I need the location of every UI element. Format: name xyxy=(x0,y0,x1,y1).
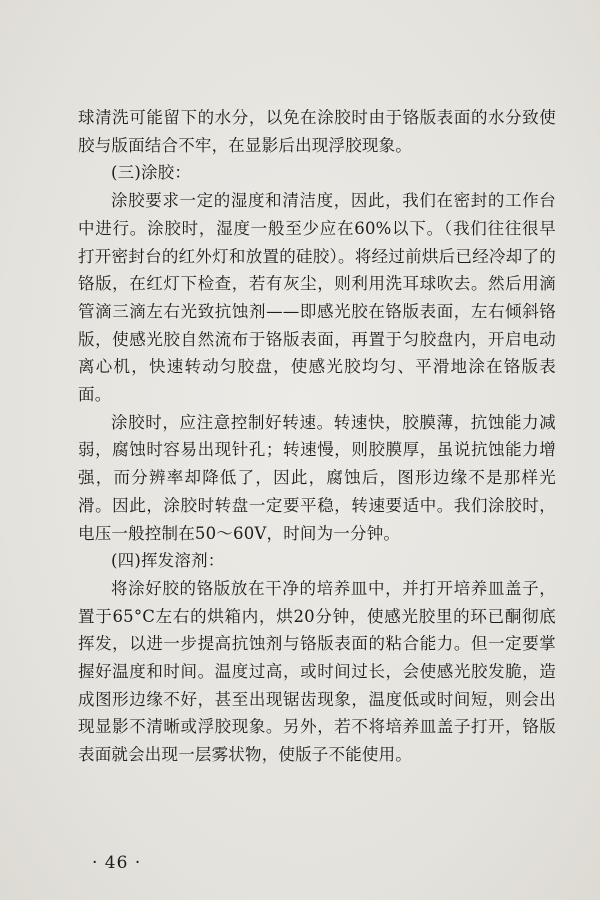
paragraph-continuation: 球清洗可能留下的水分，以免在涂胶时由于铬版表面的水分致使胶与版面结合不牢，在显影后出现浮胶现象。 xyxy=(78,108,556,155)
paragraph-solvent-evaporation: 将涂好胶的铬版放在干净的培养皿中，并打开培养皿盖子，置于65°C左右的烘箱内，烘20分钟，使感光胶里的环已酮彻底挥发，以进一步提高抗蚀剂与铬版表面的粘合能力。但一定要掌握好温度和时间。温度过高，或时间过长，会使感光胶发脆，造成图形边缘不好，甚至出现锯齿现象，温度低或时间短，则会出现显影不清晰或浮胶现象。另外，若不将培养皿盖子打开，铬版表面就会出现一层雾状物，使版子不能使用。 xyxy=(78,578,556,765)
paragraph-coating-procedure: 涂胶要求一定的湿度和清洁度，因此，我们在密封的工作台中进行。涂胶时，湿度一般至少应在60%以下。（我们往往很早打开密封台的红外灯和放置的硅胶）。将经过前烘后已经冷却了的铬版，在红灯下检查，若有灰尘，则利用洗耳球吹去。然后用滴管滴三滴左右光致抗蚀剂——即感光胶在铬版表面，左右倾斜铬版，使感光胶自然流布于铬版表面，再置于匀胶盘内，开启电动离心机，快速转动匀胶盘，使感光胶均匀、平滑地涂在铬版表面。 xyxy=(78,191,556,405)
page-body-text xyxy=(78,104,556,769)
page-number: · 46 · xyxy=(92,853,142,873)
section-heading-coating: (三)涂胶： xyxy=(111,163,192,183)
paragraph-spin-speed: 涂胶时，应注意控制好转速。转速快，胶膜薄，抗蚀能力减弱，腐蚀时容易出现针孔；转速慢，则胶膜厚，虽说抗蚀能力增强，而分辨率却降低了，因此，腐蚀后，图形边缘不是那样光滑。因此，涂胶时转盘一定要平稳，转速要适中。我们涂胶时，电压一般控制在50～60V，时间为一分钟。 xyxy=(78,412,556,543)
section-heading-solvent: (四)挥发溶剂： xyxy=(111,551,225,571)
